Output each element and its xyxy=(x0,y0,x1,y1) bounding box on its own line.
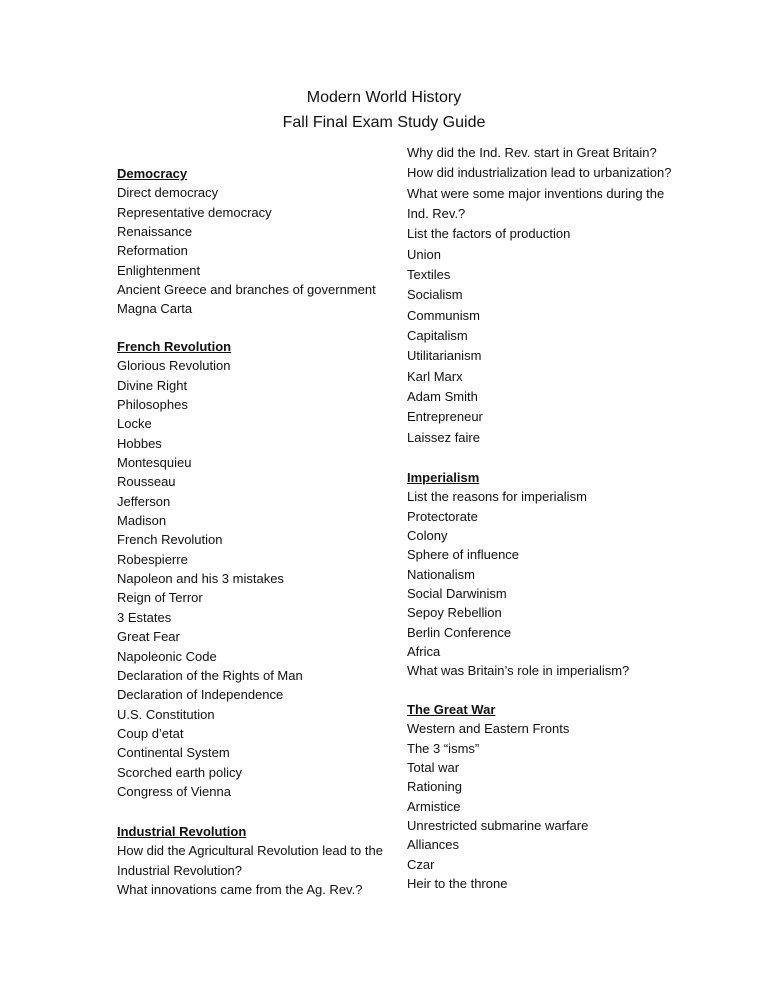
section-imperialism xyxy=(407,468,629,681)
list-item: What was Britain’s role in imperialism? xyxy=(407,663,630,679)
list-item: Direct democracy xyxy=(117,185,219,201)
list-item: Locke xyxy=(117,416,152,432)
list-item: Robespierre xyxy=(117,551,188,567)
list-item: What innovations came from the Ag. Rev.? xyxy=(117,882,363,898)
list-item: Declaration of Independence xyxy=(117,687,284,703)
list-item: Ind. Rev.? xyxy=(407,206,466,222)
list-item: Glorious Revolution xyxy=(117,358,231,374)
list-item: Nationalism xyxy=(407,566,475,582)
list-item: Utilitarianism xyxy=(407,348,482,364)
list-item: Renaissance xyxy=(117,224,193,240)
section-democracy xyxy=(117,164,376,319)
list-item: Madison xyxy=(117,513,167,529)
list-item: Philosophes xyxy=(117,397,188,413)
list-item: How did the Agricultural Revolution lead to the xyxy=(117,843,383,859)
section-heading: Democracy xyxy=(117,166,188,181)
list-item: Heir to the throne xyxy=(407,876,508,892)
section-heading: Industrial Revolution xyxy=(117,824,247,839)
list-item: Scorched earth policy xyxy=(117,764,243,780)
list-item: Hobbes xyxy=(117,435,162,451)
list-item: Czar xyxy=(407,856,435,872)
list-item: Rationing xyxy=(407,779,462,795)
list-item: Laissez faire xyxy=(407,429,480,445)
list-item: Unrestricted submarine warfare xyxy=(407,818,589,834)
list-item: Rousseau xyxy=(117,474,176,490)
list-item: Industrial Revolution? xyxy=(117,862,243,878)
list-item: Why did the Ind. Rev. start in Great Britain? xyxy=(407,145,657,160)
list-item: Divine Right xyxy=(117,377,188,393)
list-item: Great Fear xyxy=(117,629,180,645)
list-item: The 3 “isms” xyxy=(407,740,480,756)
list-item: List the reasons for imperialism xyxy=(407,489,587,505)
list-item: What were some major inventions during the xyxy=(407,185,665,201)
section-great-war xyxy=(407,700,588,893)
list-item: Protectorate xyxy=(407,508,478,524)
list-item: Coup d’etat xyxy=(117,725,184,741)
section-french-revolution xyxy=(117,337,303,801)
list-item: U.S. Constitution xyxy=(117,706,215,722)
list-item: 3 Estates xyxy=(117,609,172,625)
list-item: Karl Marx xyxy=(407,368,463,384)
list-item: Enlightenment xyxy=(117,262,201,278)
list-item: Reformation xyxy=(117,243,188,259)
list-item: Adam Smith xyxy=(407,389,478,405)
list-item: Union xyxy=(407,246,441,262)
list-item: Declaration of the Rights of Man xyxy=(117,667,303,683)
list-item: Communism xyxy=(407,307,480,323)
list-item: Representative democracy xyxy=(117,204,272,220)
list-item: Congress of Vienna xyxy=(117,783,231,799)
list-item: How did industrialization lead to urbanization? xyxy=(407,165,672,181)
section-industrial-questions xyxy=(407,143,672,448)
list-item: Textiles xyxy=(407,267,451,283)
list-item: Magna Carta xyxy=(117,301,193,317)
list-item: List the factors of production xyxy=(407,226,571,242)
section-industrial-revolution xyxy=(117,822,383,899)
list-item: Sphere of influence xyxy=(407,547,520,563)
list-item: Alliances xyxy=(407,837,460,853)
document-title: Modern World History xyxy=(306,89,462,106)
list-item: Western and Eastern Fronts xyxy=(407,721,570,737)
list-item: Africa xyxy=(407,644,441,660)
list-item: Entrepreneur xyxy=(407,409,483,425)
list-item: Montesquieu xyxy=(117,455,192,471)
list-item: Napoleon and his 3 mistakes xyxy=(117,571,284,587)
document-subtitle: Fall Final Exam Study Guide xyxy=(282,114,486,131)
list-item: Capitalism xyxy=(407,328,468,344)
list-item: Socialism xyxy=(407,287,463,303)
list-item: Berlin Conference xyxy=(407,624,512,640)
section-heading: The Great War xyxy=(407,702,496,717)
list-item: Total war xyxy=(407,760,460,776)
list-item: Continental System xyxy=(117,745,230,761)
section-heading: French Revolution xyxy=(117,339,232,354)
list-item: French Revolution xyxy=(117,532,223,548)
list-item: Sepoy Rebellion xyxy=(407,605,502,621)
list-item: Napoleonic Code xyxy=(117,648,217,664)
list-item: Armistice xyxy=(407,798,461,814)
list-item: Ancient Greece and branches of government xyxy=(117,282,376,298)
list-item: Jefferson xyxy=(117,493,171,509)
section-heading: Imperialism xyxy=(407,470,480,485)
list-item: Social Darwinism xyxy=(407,586,507,602)
list-item: Colony xyxy=(407,528,448,544)
list-item: Reign of Terror xyxy=(117,590,203,606)
